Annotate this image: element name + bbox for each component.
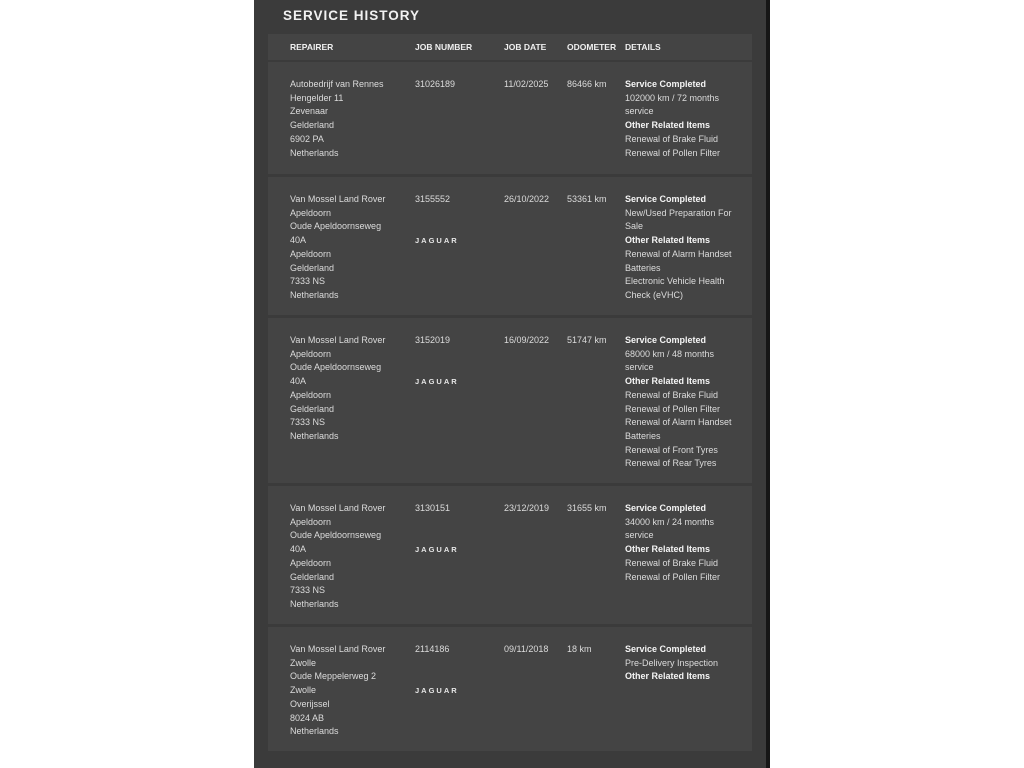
repairer-address-line: Zwolle (290, 685, 317, 696)
column-header-job-date: JOB DATE (504, 42, 547, 52)
service-history-table (268, 34, 752, 754)
related-item: Electronic Vehicle Health Check (eVHC) (625, 276, 725, 300)
repairer-address-line: Apeldoorn (290, 389, 332, 400)
other-related-items-heading: Other Related Items (625, 544, 711, 555)
repairer-address-line: Gelderland (290, 262, 335, 273)
repairer-address-line: Netherlands (290, 726, 339, 737)
details-cell (625, 78, 743, 160)
odometer-value: 18 km (567, 644, 592, 654)
column-header-details: DETAILS (625, 42, 661, 52)
other-related-items-heading: Other Related Items (625, 376, 711, 387)
repairer-address-line: 8024 AB (290, 712, 325, 723)
panel-border (766, 0, 770, 768)
repairer-address-line: Hengelder 11 (290, 92, 344, 103)
repairer-address-line: Overijssel (290, 698, 330, 709)
related-item: Renewal of Brake Fluid (625, 389, 719, 400)
repairer-address-line: Oude Apeldoornseweg (290, 362, 382, 373)
repairer-address-line: Van Mossel Land Rover (290, 194, 386, 204)
job-number-cell (415, 502, 459, 556)
odometer-cell (567, 193, 607, 207)
service-item: 34000 km / 24 months service (625, 516, 715, 541)
repairer-cell (290, 502, 410, 612)
repairer-address-line: Netherlands (290, 430, 339, 441)
service-item: 68000 km / 48 months service (625, 348, 715, 373)
repairer-address-line: Netherlands (290, 147, 339, 158)
other-related-items-heading: Other Related Items (625, 671, 711, 682)
column-header-odometer: ODOMETER (567, 42, 617, 52)
odometer-value: 51747 km (567, 335, 607, 345)
job-number-cell (415, 78, 455, 92)
job-date-cell (504, 502, 549, 516)
repairer-address-line: 40A (290, 235, 307, 246)
service-completed-heading: Service Completed (625, 335, 707, 345)
job-date: 26/10/2022 (504, 194, 550, 204)
table-header (268, 34, 752, 60)
odometer-cell (567, 78, 607, 92)
repairer-cell (290, 193, 410, 303)
repairer-cell (290, 78, 410, 160)
job-date: 09/11/2018 (504, 644, 549, 654)
repairer-address-line: Netherlands (290, 598, 339, 609)
odometer-value: 86466 km (567, 79, 607, 89)
job-number-cell (415, 643, 459, 697)
job-number: 3130151 (415, 503, 451, 513)
related-item: Renewal of Brake Fluid (625, 557, 719, 568)
related-item: Renewal of Pollen Filter (625, 403, 721, 414)
table-row (268, 177, 752, 315)
repairer-address-line: Autobedrijf van Rennes (290, 79, 384, 89)
other-related-items-heading: Other Related Items (625, 120, 711, 131)
repairer-cell (290, 334, 410, 444)
job-date-cell (504, 334, 549, 348)
service-completed-heading: Service Completed (625, 644, 707, 654)
repairer-address-line: Gelderland (290, 120, 335, 131)
repairer-address-line: Van Mossel Land Rover (290, 503, 386, 513)
job-number: 3152019 (415, 335, 451, 345)
odometer-cell (567, 334, 607, 348)
jaguar-logo-icon: JAGUAR (415, 235, 459, 245)
repairer-address-line: Apeldoorn (290, 516, 332, 527)
repairer-address-line: Apeldoorn (290, 248, 332, 259)
details-cell (625, 502, 743, 584)
repairer-address-line: 40A (290, 544, 307, 555)
table-row (268, 486, 752, 624)
repairer-address-line: Netherlands (290, 289, 339, 300)
details-cell (625, 334, 743, 471)
related-item: Renewal of Alarm Handset Batteries (625, 248, 732, 273)
service-completed-heading: Service Completed (625, 194, 707, 204)
repairer-address-line: Oude Apeldoornseweg (290, 221, 382, 232)
repairer-address-line: Zevenaar (290, 106, 329, 117)
repairer-address-line: 40A (290, 376, 307, 387)
job-date-cell (504, 643, 548, 657)
job-date: 16/09/2022 (504, 335, 550, 345)
other-related-items-heading: Other Related Items (625, 235, 711, 246)
odometer-cell (567, 502, 607, 516)
table-row (268, 627, 752, 751)
related-item: Renewal of Rear Tyres (625, 458, 717, 469)
service-completed-heading: Service Completed (625, 503, 707, 513)
repairer-address-line: 7333 NS (290, 417, 326, 428)
job-date: 23/12/2019 (504, 503, 550, 513)
service-item: 102000 km / 72 months service (625, 92, 720, 117)
details-cell (625, 643, 743, 684)
repairer-address-line: Zwolle (290, 657, 317, 668)
table-row (268, 318, 752, 483)
repairer-address-line: 7333 NS (290, 276, 326, 287)
job-date-cell (504, 193, 549, 207)
repairer-address-line: Oude Apeldoornseweg (290, 530, 382, 541)
column-header-repairer: REPAIRER (290, 42, 334, 52)
job-number: 31026189 (415, 79, 456, 89)
jaguar-logo-icon: JAGUAR (415, 376, 459, 386)
repairer-address-line: Van Mossel Land Rover (290, 335, 386, 345)
job-date-cell (504, 78, 548, 92)
job-date: 11/02/2025 (504, 79, 549, 89)
repairer-address-line: Van Mossel Land Rover (290, 644, 386, 654)
details-cell (625, 193, 743, 303)
service-completed-heading: Service Completed (625, 79, 707, 89)
service-history-panel (254, 0, 766, 768)
related-item: Renewal of Front Tyres (625, 444, 718, 455)
jaguar-logo-icon: JAGUAR (415, 685, 459, 695)
repairer-address-line: Apeldoorn (290, 207, 332, 218)
odometer-value: 31655 km (567, 503, 607, 513)
service-item: Pre-Delivery Inspection (625, 657, 719, 668)
jaguar-logo-icon: JAGUAR (415, 544, 459, 554)
related-item: Renewal of Pollen Filter (625, 571, 721, 582)
repairer-address-line: Gelderland (290, 571, 335, 582)
repairer-address-line: Gelderland (290, 403, 335, 414)
repairer-cell (290, 643, 410, 739)
job-number: 2114186 (415, 644, 450, 654)
table-row (268, 62, 752, 174)
job-number-cell (415, 334, 459, 388)
odometer-value: 53361 km (567, 194, 607, 204)
related-item: Renewal of Alarm Handset Batteries (625, 417, 732, 441)
column-header-job-number: JOB NUMBER (415, 42, 473, 52)
repairer-address-line: 7333 NS (290, 585, 326, 596)
repairer-address-line: 6902 PA (290, 133, 324, 144)
repairer-address-line: Oude Meppelerweg 2 (290, 671, 377, 682)
related-item: Renewal of Brake Fluid (625, 133, 719, 144)
repairer-address-line: Apeldoorn (290, 557, 332, 568)
odometer-cell (567, 643, 592, 657)
repairer-address-line: Apeldoorn (290, 348, 332, 359)
table-body (268, 62, 752, 751)
related-item: Renewal of Pollen Filter (625, 147, 721, 158)
job-number: 3155552 (415, 194, 451, 204)
service-item: New/Used Preparation For Sale (625, 207, 732, 232)
section-title: SERVICE HISTORY (283, 8, 421, 23)
job-number-cell (415, 193, 459, 247)
